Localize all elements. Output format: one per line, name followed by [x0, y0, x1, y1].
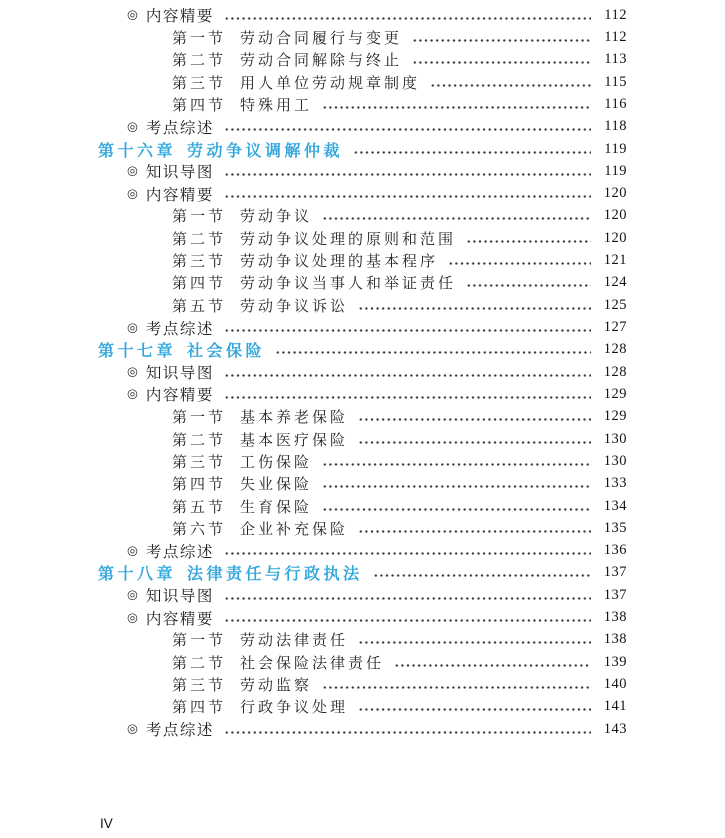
bullseye-bullet-icon: ◎	[127, 119, 138, 134]
toc-row	[98, 138, 627, 160]
toc-entry-page-number: 130	[603, 430, 627, 447]
toc-row	[98, 249, 627, 271]
toc-row	[98, 696, 627, 718]
toc-entry-label: 内容精要	[145, 8, 214, 26]
toc-entry-label: 内容精要	[145, 387, 214, 405]
toc-row	[98, 93, 627, 115]
bullseye-bullet-icon: ◎	[127, 610, 138, 625]
toc-entry-label: 知识导图	[145, 365, 214, 383]
toc-entry-page-number: 137	[603, 586, 627, 603]
dot-leader	[224, 374, 591, 377]
toc-entry-label: 基本医疗保险	[240, 432, 349, 449]
toc-entry-label: 内容精要	[145, 186, 214, 204]
dot-leader	[224, 597, 591, 600]
dot-leader	[224, 619, 591, 622]
toc-entry-page-number: 121	[603, 252, 627, 269]
toc-entry-page-number: 134	[603, 497, 627, 514]
toc-entry-number: 第十六章	[98, 142, 177, 160]
toc-row	[98, 473, 627, 495]
toc-entry-label: 考点综述	[145, 119, 214, 137]
toc-row	[98, 160, 627, 182]
toc-entry-page-number: 116	[604, 95, 627, 112]
toc-entry-label: 基本养老保险	[240, 410, 349, 427]
toc-entry-label: 生育保险	[240, 499, 313, 516]
toc-row	[98, 227, 627, 249]
toc-row	[98, 339, 627, 361]
toc-row	[98, 517, 627, 539]
toc-entry-label: 劳动争议调解仲裁	[187, 142, 344, 160]
toc-entry-page-number: 137	[603, 564, 627, 581]
toc-entry-label: 劳动争议诉讼	[240, 298, 349, 315]
toc-entry-number: 第六节	[172, 521, 227, 538]
dot-leader	[358, 307, 591, 310]
dot-leader	[448, 262, 591, 265]
toc-row	[98, 651, 627, 673]
toc-entry-number: 第三节	[172, 454, 227, 471]
bullseye-bullet-icon: ◎	[127, 186, 138, 201]
toc-entry-number: 第三节	[172, 75, 227, 92]
toc-entry-page-number: 129	[603, 408, 627, 425]
toc-entry-page-number: 128	[603, 363, 627, 380]
bullseye-bullet-icon: ◎	[127, 543, 138, 558]
toc-entry-page-number: 139	[603, 653, 627, 670]
toc-entry-label: 社会保险	[187, 343, 266, 361]
dot-leader	[224, 173, 591, 176]
toc-entry-label: 内容精要	[145, 610, 214, 628]
toc-entry-number: 第一节	[172, 410, 227, 427]
toc-entry-number: 第四节	[172, 97, 227, 114]
dot-leader	[430, 84, 591, 87]
toc-entry-label: 劳动监察	[240, 678, 313, 695]
toc-row	[98, 629, 627, 651]
toc-entry-label: 考点综述	[145, 722, 214, 740]
bullseye-bullet-icon: ◎	[127, 7, 138, 22]
toc-entry-page-number: 115	[604, 73, 627, 90]
toc-entry-page-number: 124	[603, 274, 627, 291]
dot-leader	[224, 396, 591, 399]
toc-entry-page-number: 120	[603, 229, 627, 246]
toc-entry-label: 工伤保险	[240, 454, 313, 471]
toc-entry-page-number: 120	[603, 185, 627, 202]
dot-leader	[358, 418, 591, 421]
toc-entry-page-number: 138	[603, 631, 627, 648]
toc-entry-number: 第一节	[172, 209, 227, 226]
toc-row	[98, 428, 627, 450]
dot-leader	[224, 552, 591, 555]
toc-entry-label: 劳动合同解除与终止	[240, 53, 403, 70]
toc-entry-number: 第十七章	[98, 343, 177, 361]
toc-entry-page-number: 119	[604, 140, 627, 157]
dot-leader	[224, 731, 591, 734]
dot-leader	[322, 485, 591, 488]
toc-entry-number: 第五节	[172, 499, 227, 516]
toc-entry-label: 社会保险法律责任	[240, 655, 385, 672]
toc-entry-number: 第一节	[172, 633, 227, 650]
toc-row	[98, 584, 627, 606]
toc-row	[98, 606, 627, 628]
dot-leader	[353, 151, 591, 154]
toc-entry-page-number: 129	[603, 385, 627, 402]
toc-row	[98, 71, 627, 93]
bullseye-bullet-icon: ◎	[127, 721, 138, 736]
toc-row	[98, 116, 627, 138]
toc-entry-label: 考点综述	[145, 543, 214, 561]
toc-entry-label: 用人单位劳动规章制度	[240, 75, 421, 92]
dot-leader	[224, 128, 591, 131]
toc-entry-label: 失业保险	[240, 477, 313, 494]
dot-leader	[322, 106, 591, 109]
toc-entry-number: 第四节	[172, 276, 227, 293]
toc-row	[98, 450, 627, 472]
toc-entry-label: 企业补充保险	[240, 521, 349, 538]
toc-entry-label: 法律责任与行政执法	[187, 566, 363, 584]
bullseye-bullet-icon: ◎	[127, 163, 138, 178]
toc-row	[98, 26, 627, 48]
dot-leader	[322, 463, 591, 466]
toc-entry-label: 劳动争议处理的基本程序	[240, 254, 439, 271]
toc-entry-number: 第二节	[172, 655, 227, 672]
dot-leader	[322, 217, 591, 220]
toc-entry-page-number: 128	[603, 341, 627, 358]
toc-entry-page-number: 112	[604, 6, 627, 23]
toc-entry-page-number: 127	[603, 319, 627, 336]
toc-row	[98, 718, 627, 740]
dot-leader	[322, 686, 591, 689]
toc-entry-page-number: 141	[603, 698, 627, 715]
toc-entry-label: 知识导图	[145, 588, 214, 606]
dot-leader	[358, 530, 591, 533]
dot-leader	[358, 641, 591, 644]
toc-entry-label: 特殊用工	[240, 97, 313, 114]
toc-row	[98, 205, 627, 227]
toc-row	[98, 183, 627, 205]
toc-row	[98, 540, 627, 562]
toc-entry-label: 行政争议处理	[240, 700, 349, 717]
footer-page-number: IV	[100, 816, 113, 831]
dot-leader	[394, 664, 591, 667]
toc-entry-number: 第五节	[172, 298, 227, 315]
toc-entry-label: 劳动争议处理的原则和范围	[240, 231, 457, 248]
toc-entry-number: 第三节	[172, 254, 227, 271]
dot-leader	[412, 39, 591, 42]
toc-entry-number: 第十八章	[98, 566, 177, 584]
toc-entry-label: 劳动法律责任	[240, 633, 349, 650]
toc-entry-page-number: 125	[603, 296, 627, 313]
toc-row	[98, 294, 627, 316]
toc-entry-page-number: 120	[603, 207, 627, 224]
toc-entry-page-number: 112	[604, 28, 627, 45]
toc-row	[98, 49, 627, 71]
toc-entry-label: 考点综述	[145, 320, 214, 338]
toc-entry-number: 第四节	[172, 477, 227, 494]
toc-entry-page-number: 135	[603, 519, 627, 536]
table-of-contents	[98, 4, 627, 740]
dot-leader	[224, 329, 591, 332]
toc-row	[98, 495, 627, 517]
toc-row	[98, 4, 627, 26]
toc-entry-label: 劳动合同履行与变更	[240, 30, 403, 47]
toc-entry-page-number: 130	[603, 452, 627, 469]
dot-leader	[358, 708, 591, 711]
toc-entry-number: 第三节	[172, 678, 227, 695]
dot-leader	[358, 441, 591, 444]
toc-row	[98, 383, 627, 405]
toc-entry-label: 知识导图	[145, 164, 214, 182]
dot-leader	[373, 574, 591, 577]
dot-leader	[224, 17, 591, 20]
toc-row	[98, 316, 627, 338]
toc-row	[98, 361, 627, 383]
dot-leader	[322, 508, 591, 511]
bullseye-bullet-icon: ◎	[127, 320, 138, 335]
dot-leader	[466, 240, 591, 243]
toc-entry-label: 劳动争议当事人和举证责任	[240, 276, 457, 293]
toc-entry-number: 第二节	[172, 432, 227, 449]
bullseye-bullet-icon: ◎	[127, 364, 138, 379]
toc-entry-label: 劳动争议	[240, 209, 313, 226]
toc-entry-page-number: 140	[603, 676, 627, 693]
toc-entry-number: 第二节	[172, 231, 227, 248]
toc-entry-page-number: 133	[603, 475, 627, 492]
bullseye-bullet-icon: ◎	[127, 587, 138, 602]
toc-entry-page-number: 119	[604, 162, 627, 179]
toc-row	[98, 562, 627, 584]
toc-entry-number: 第一节	[172, 30, 227, 47]
toc-row	[98, 272, 627, 294]
toc-entry-page-number: 138	[603, 609, 627, 626]
toc-entry-number: 第二节	[172, 53, 227, 70]
dot-leader	[224, 195, 591, 198]
toc-row	[98, 406, 627, 428]
toc-entry-page-number: 118	[604, 118, 627, 135]
dot-leader	[412, 61, 591, 64]
bullseye-bullet-icon: ◎	[127, 386, 138, 401]
dot-leader	[275, 351, 591, 354]
toc-entry-page-number: 113	[604, 51, 627, 68]
toc-entry-page-number: 143	[603, 720, 627, 737]
toc-entry-number: 第四节	[172, 700, 227, 717]
toc-row	[98, 673, 627, 695]
dot-leader	[466, 284, 591, 287]
toc-entry-page-number: 136	[603, 542, 627, 559]
